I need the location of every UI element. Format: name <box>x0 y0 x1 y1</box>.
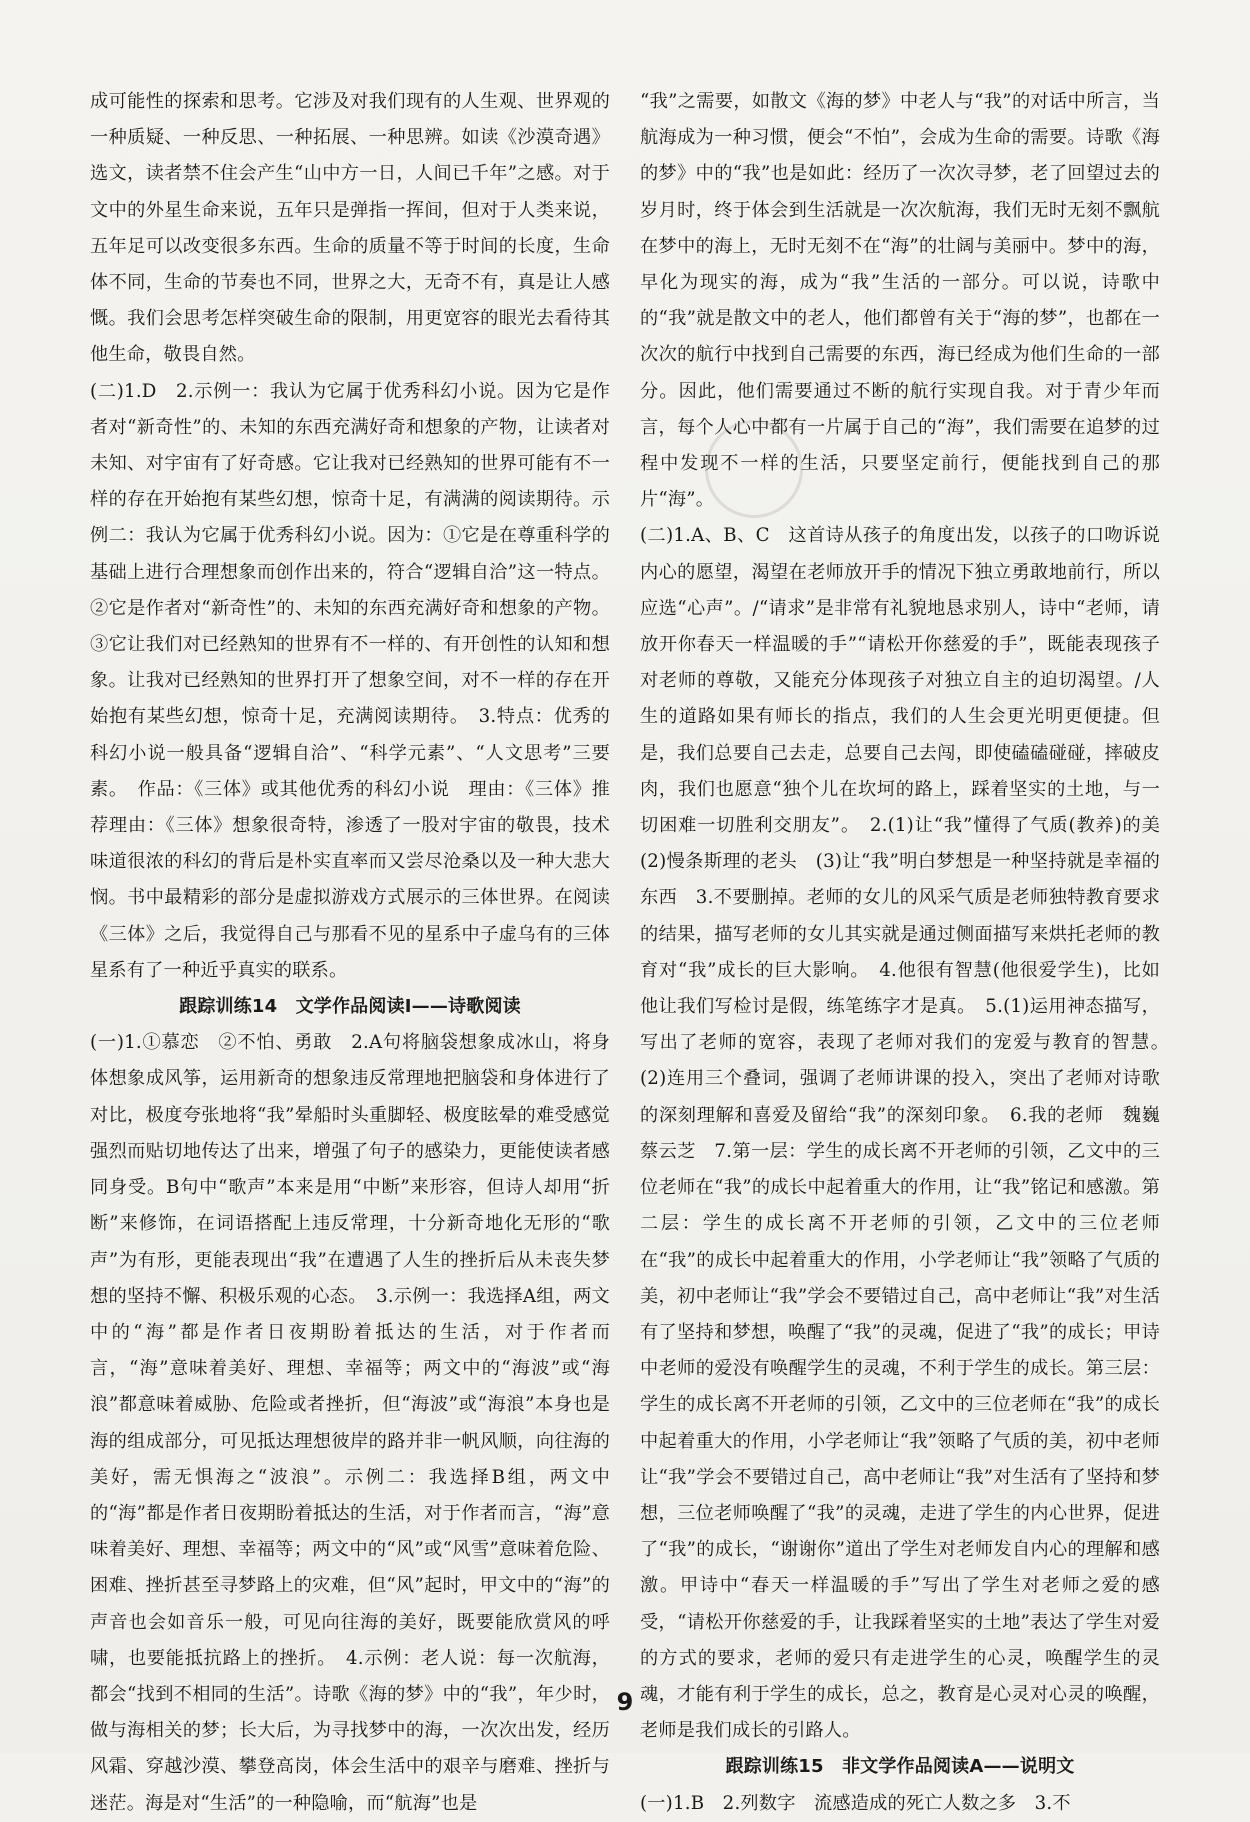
section-heading: 跟踪训练14 文学作品阅读Ⅰ——诗歌阅读 <box>179 996 521 1018</box>
section-heading: 跟踪训练15 非文学作品阅读A——说明文 <box>725 1756 1075 1778</box>
paragraph: 成可能性的探索和思考。它涉及对我们现有的人生观、世界观的一种质疑、一种反思、一种拓展、一种思辨。如读《沙漠奇遇》选文，读者禁不住会产生“山中方一日，人间已千年”之感。对于文中的外星生命来说，五年只是弹指一挥间，但对于人类来说，五年足可以改变很多东西。生命的质量不等于时间的长度，生命体不同，生命的节奏也不同，世界之大，无奇不有，真是让人感慨。我们会思考怎样突破生命的限制，用更宽容的眼光去看待其他生命，敬畏自然。 <box>90 91 610 366</box>
paragraph: (一)1.①慕恋 ②不怕、勇敢 2.A句将脑袋想象成冰山，将身体想象成风筝，运用新奇的想象违反常理地把脑袋和身体进行了对比，极度夸张地将“我”晕船时头重脚轻、极度眩晕的难受感觉强烈而贴切地传达了出来，增强了句子的感染力，更能使读者感同身受。B句中“歌声”本来是用“中断”来形容，但诗人却用“折断”来修饰，在词语搭配上违反常理，十分新奇地化无形的“歌声”为有形，更能表现出“我”在遭遇了人生的挫折后从未丧失梦想的坚持不懈、积极乐观的心态。 3.示例一：我选择A组，两文中的“海”都是作者日夜期盼着抵达的生活，对于作者而言，“海”意味着美好、理想、幸福等；两文中的“海波”或“海浪”都意味着威胁、危险或者挫折，但“海波”或“海浪”本身也是海的组成部分，可见抵达理想彼岸的路并非一帆风顺，向往海的美好，需无惧海之“波浪”。示例二：我选择B组，两文中的“海”都是作者日夜期盼着抵达的生活，对于作者而言，“海”意味着美好、理想、幸福等；两文中的“风”或“风雪”意味着危险、困难、挫折甚至寻梦路上的灾难，但“风”起时，甲文中的“海”的声音也会如音乐一般，可见向往海的美好，既要能欣赏风的呼啸，也要能抵抗路上的挫折。 4.示例：老人说：每一次航海，都会“找到不相同的生活”。诗歌《海的梦》中的“我”，年少时，做与海相关的梦；长大后，为寻找梦中的海，一次次出发，经历风霜、穿越沙漠、攀登高岗，体会生活中的艰辛与磨难、挫折与迷茫。海是对“生活”的一种隐喻，而“航海”也是 <box>90 1032 610 1814</box>
paragraph: (二)1.A、B、C 这首诗从孩子的角度出发，以孩子的口吻诉说内心的愿望，渴望在老师放开手的情况下独立勇敢地前行，所以应选“心声”。/“请求”是非常有礼貌地恳求别人，诗中“老师，请放开你春天一样温暖的手”“请松开你慈爱的手”，既能表现孩子对老师的尊敬，又能充分体现孩子对独立自主的迫切渴望。/人生的道路如果有师长的指点，我们的人生会更光明更便捷。但是，我们总要自己去走，总要自己去闯，即使磕磕碰碰，摔破皮肉，我们也愿意“独个儿在坎坷的路上，踩着坚实的土地，与一切困难一切胜利交朋友”。 2.(1)让“我”懂得了气质(教养)的美 (2)慢条斯理的老头 (3)让“我”明白梦想是一种坚持就是幸福的东西 3.不要删掉。老师的女儿的风采气质是老师独特教育要求的结果，描写老师的女儿其实就是通过侧面描写来烘托老师的教育对“我”成长的巨大影响。 4.他很有智慧(他很爱学生)，比如他让我们写检讨是假，练笔练字才是真。 5.(1)运用神态描写，写出了老师的宽容，表现了老师对我们的宠爱与教育的智慧。 (2)连用三个叠词，强调了老师讲课的投入，突出了老师对诗歌的深刻理解和喜爱及留给“我”的深刻印象。 6.我的老师 魏巍 蔡云芝 7.第一层：学生的成长离不开老师的引领，乙文中的三位老师在“我”的成长中起着重大的作用，让“我”铭记和感激。第二层：学生的成长离不开老师的引领，乙文中的三位老师在“我”的成长中起着重大的作用，小学老师让“我”领略了气质的美，初中老师让“我”学会不要错过自己，高中老师让“我”对生活有了坚持和梦想，唤醒了“我”的灵魂，促进了“我”的成长；甲诗中老师的爱没有唤醒学生的灵魂，不利于学生的成长。第三层：学生的成长离不开老师的引领，乙文中的三位老师在“我”的成长中起着重大的作用，小学老师让“我”领略了气质的美，初中老师让“我”学会不要错过自己，高中老师让“我”对生活有了坚持和梦想，三位老师唤醒了“我”的灵魂，走进了学生的内心世界，促进了“我”的成长，“谢谢你”道出了学生对老师发自内心的理解和感激。甲诗中“春天一样温暖的手”写出了学生对老师之爱的感受，“请松开你慈爱的手，让我踩着坚实的土地”表达了学生对爱的方式的要求，老师的爱只有走进学生的心灵，唤醒学生的灵魂，才能有利于学生的成长，总之，教育是心灵对心灵的唤醒，老师是我们成长的引路人。 <box>640 525 1179 1742</box>
left-column <box>90 84 610 1822</box>
paragraph: (一)1.B 2.列数字 流感造成的死亡人数之多 3.不 <box>640 1792 1071 1814</box>
right-column <box>640 84 1179 1822</box>
paragraph: (二)1.D 2.示例一：我认为它属于优秀科幻小说。因为它是作者对“新奇性”的、未知的东西充满好奇和想象的产物，让读者对未知、对宇宙有了好奇感。它让我对已经熟知的世界可能有不一样的存在开始抱有某些幻想，惊奇十足，有满满的阅读期待。示例二：我认为它属于优秀科幻小说。因为：①它是在尊重科学的基础上进行合理想象而创作出来的，符合“逻辑自洽”这一特点。②它是作者对“新奇性”的、未知的东西充满好奇和想象的产物。③它让我们对已经熟知的世界有不一样的、有开创性的认知和想象。让我对已经熟知的世界打开了想象空间，对不一样的存在开始抱有某些幻想，惊奇十足，充满阅读期待。 3.特点：优秀的科幻小说一般具备“逻辑自洽”、“科学元素”、“人文思考”三要素。 作品：《三体》或其他优秀的科幻小说 理由：《三体》推荐理由：《三体》想象很奇特，渗透了一股对宇宙的敬畏，技术味道很浓的科幻的背后是朴实直率而又尝尽沧桑以及一种大悲大悯。书中最精彩的部分是虚拟游戏方式展示的三体世界。在阅读《三体》之后，我觉得自己与那看不见的星系中子虚乌有的三体星系有了一种近乎真实的联系。 <box>90 380 610 981</box>
paragraph: “我”之需要，如散文《海的梦》中老人与“我”的对话中所言，当航海成为一种习惯，便会“不怕”，会成为生命的需要。诗歌《海的梦》中的“我”也是如此：经历了一次次寻梦，老了回望过去的岁月时，终于体会到生活就是一次次航海，我们无时无刻不飘航在梦中的海上，无时无刻不在“海”的壮阔与美丽中。梦中的海，早化为现实的海，成为“我”生活的一部分。可以说，诗歌中的“我”就是散文中的老人，他们都曾有关于“海的梦”，也都在一次次的航行中找到自己需要的东西，海已经成为他们生命的一部分。因此，他们需要通过不断的航行实现自我。对于青少年而言，每个人心中都有一片属于自己的“海”，我们需要在追梦的过程中发现不一样的生活，只要坚定前行，便能找到自己的那片“海”。 <box>640 91 1160 511</box>
page-number: 9 <box>616 1688 634 1716</box>
